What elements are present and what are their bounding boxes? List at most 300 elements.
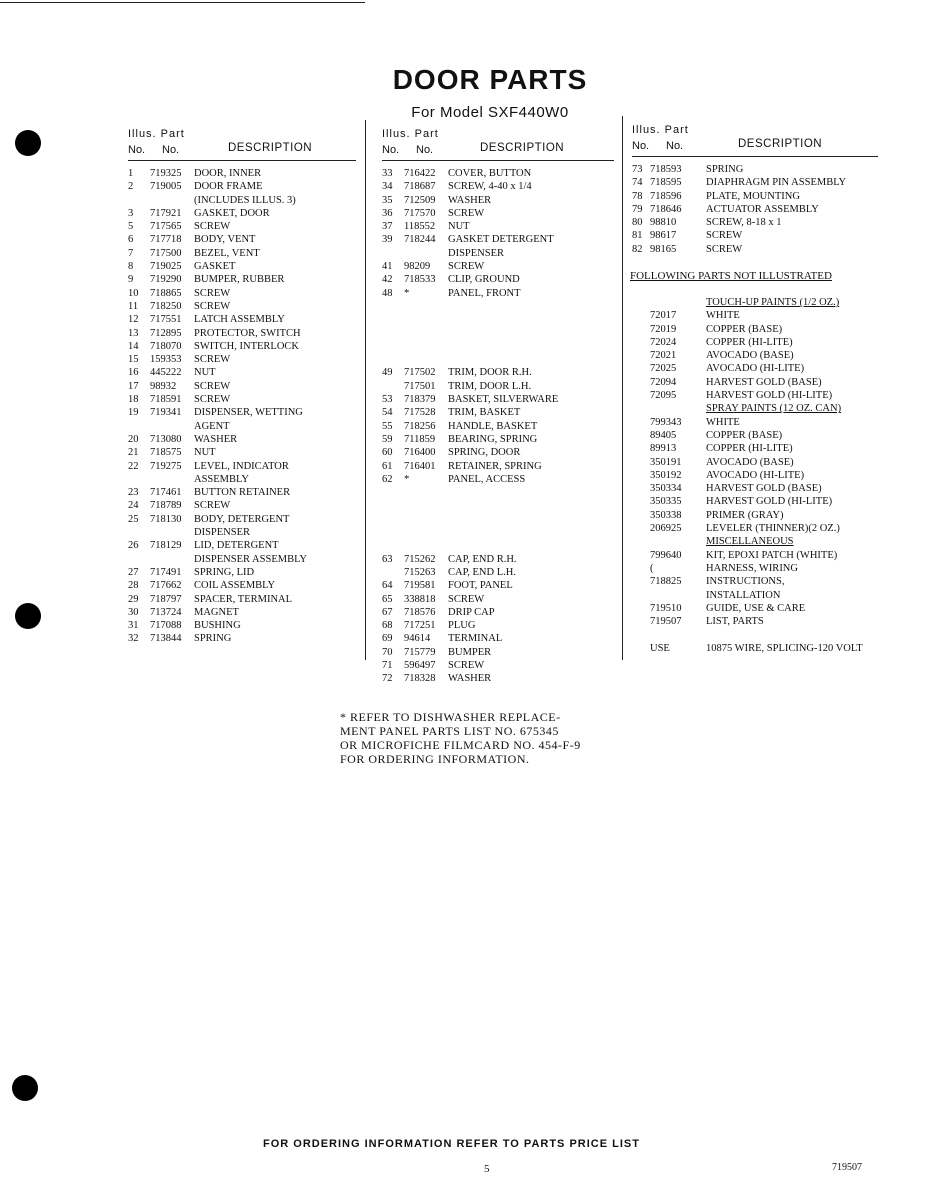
part-description: SPRAY PAINTS (12 OZ. CAN)	[706, 403, 842, 415]
part-row	[382, 446, 614, 459]
part-row	[128, 313, 356, 326]
header-description: DESCRIPTION	[480, 142, 565, 154]
part-row	[632, 642, 882, 655]
illus-number: 70	[382, 646, 393, 658]
part-row	[382, 619, 614, 632]
part-description: SCREW	[706, 243, 743, 255]
part-description: MISCELLANEOUS	[706, 536, 794, 548]
part-description: AVOCADO (HI-LITE)	[706, 469, 805, 481]
part-number: 89405	[650, 429, 677, 441]
part-number: 98209	[404, 261, 431, 273]
part-description: LEVELER (THINNER)(2 OZ.)	[706, 523, 840, 535]
illus-number: 65	[382, 593, 393, 605]
part-row	[632, 589, 882, 602]
header-part-no: No.	[666, 140, 684, 152]
illus-number: 9	[128, 274, 134, 286]
part-description: KIT, EPOXI PATCH (WHITE)	[706, 549, 838, 561]
part-row	[382, 460, 614, 473]
illus-number: 16	[128, 367, 139, 379]
parts-column-3	[632, 122, 878, 256]
part-description: WASHER	[448, 194, 492, 206]
header-illus-no: No.	[382, 144, 400, 156]
part-number: 338818	[404, 593, 436, 605]
part-number: 716422	[404, 168, 436, 179]
part-description: COPPER (HI-LITE)	[706, 336, 793, 348]
part-number: 98617	[650, 230, 677, 242]
part-number: 717528	[404, 407, 436, 419]
part-number: 118552	[404, 221, 436, 233]
part-row	[632, 229, 878, 242]
illus-number: 61	[382, 460, 393, 472]
part-row	[382, 353, 614, 366]
illus-number: 80	[632, 217, 643, 229]
part-description: WHITE	[706, 416, 740, 428]
illus-number: 48	[382, 287, 393, 299]
illus-number: 41	[382, 261, 393, 273]
part-row	[632, 176, 878, 189]
part-number: 713724	[150, 606, 182, 618]
part-row	[128, 553, 356, 566]
illus-number: 34	[382, 181, 393, 193]
page-number: 5	[484, 1163, 490, 1175]
illus-number: 62	[382, 473, 393, 485]
illus-number: 27	[128, 566, 139, 578]
part-description: BASKET, SILVERWARE	[448, 394, 559, 406]
part-row	[382, 606, 614, 619]
part-number: 350192	[650, 469, 682, 481]
illus-number: 37	[382, 221, 393, 233]
part-row	[382, 420, 614, 433]
part-description: PRIMER (GRAY)	[706, 509, 784, 521]
part-row	[632, 416, 882, 429]
part-row	[128, 513, 356, 526]
part-description: HARVEST GOLD (HI-LITE)	[706, 496, 833, 508]
illus-number: 79	[632, 203, 643, 215]
header-description: DESCRIPTION	[738, 138, 823, 150]
part-number: 715263	[404, 566, 436, 578]
parts-list	[382, 167, 614, 686]
part-row	[632, 549, 882, 562]
part-number: 717501	[404, 380, 436, 392]
part-row	[382, 406, 614, 419]
part-description: DIAPHRAGM PIN ASSEMBLY	[706, 177, 847, 189]
part-row	[382, 366, 614, 379]
part-row	[128, 327, 356, 340]
parts-column-2	[382, 126, 614, 686]
part-number: 715262	[404, 553, 436, 565]
part-row	[128, 207, 356, 220]
part-description: SCREW	[194, 287, 231, 299]
part-description: AVOCADO (BASE)	[706, 456, 794, 468]
part-row	[128, 473, 356, 486]
part-row	[128, 380, 356, 393]
illus-number: 20	[128, 433, 139, 445]
part-number: 98165	[650, 243, 677, 255]
part-number: 717570	[404, 207, 436, 219]
part-description: WASHER	[194, 433, 238, 445]
header-illus-no: No.	[128, 144, 146, 156]
illus-number: 39	[382, 234, 393, 246]
part-number: 717491	[150, 566, 182, 578]
part-row	[128, 606, 356, 619]
part-description: SCREW	[194, 380, 231, 392]
part-row	[382, 247, 614, 260]
part-row	[632, 349, 882, 362]
part-number: 719510	[650, 602, 682, 614]
part-description: SCREW	[194, 300, 231, 312]
illus-number: 55	[382, 420, 393, 432]
footnote-line: FOR ORDERING INFORMATION.	[340, 752, 530, 766]
part-row	[382, 273, 614, 286]
part-row	[632, 323, 882, 336]
part-description: SPRING, DOOR	[448, 447, 521, 459]
ordering-footer: FOR ORDERING INFORMATION REFER TO PARTS PRICE LIST	[263, 1138, 640, 1150]
part-description: PROTECTOR, SWITCH	[194, 327, 301, 339]
illus-number: 36	[382, 207, 393, 219]
part-number: 72021	[650, 350, 677, 362]
part-number: 98810	[650, 217, 677, 229]
part-description: SPRING	[194, 633, 232, 645]
part-number: 715779	[404, 646, 436, 658]
part-row	[382, 260, 614, 273]
part-row	[382, 672, 614, 685]
part-row	[382, 632, 614, 645]
part-row	[632, 389, 882, 402]
part-row	[128, 260, 356, 273]
illus-number: 8	[128, 261, 134, 273]
part-description: BUMPER	[448, 646, 492, 658]
part-row	[382, 180, 614, 193]
illus-number: 59	[382, 433, 393, 445]
part-row	[128, 579, 356, 592]
part-description: BODY, DETERGENT	[194, 513, 290, 525]
part-number: 718575	[150, 447, 182, 459]
part-number: 717551	[150, 314, 182, 326]
part-row	[128, 460, 356, 473]
part-row	[128, 194, 356, 207]
part-number: 350335	[650, 496, 682, 508]
part-description: BUSHING	[194, 620, 241, 632]
part-row	[128, 287, 356, 300]
part-row	[632, 562, 882, 575]
part-description: CAP, END R.H.	[448, 553, 517, 565]
part-description: LEVEL, INDICATOR	[194, 460, 289, 472]
binder-hole-bottom	[12, 1075, 38, 1101]
illus-number: 12	[128, 314, 139, 326]
part-row	[128, 619, 356, 632]
part-number: 719507	[650, 616, 682, 628]
part-description: NUT	[194, 447, 216, 459]
illus-number: 63	[382, 553, 393, 565]
illus-number: 32	[128, 633, 139, 645]
part-number: 72095	[650, 390, 677, 402]
part-number: 159353	[150, 354, 182, 366]
part-description: HARVEST GOLD (BASE)	[706, 376, 822, 388]
part-description: GASKET	[194, 261, 236, 273]
part-row	[128, 393, 356, 406]
part-description: SCREW	[448, 207, 485, 219]
part-row	[632, 376, 882, 389]
part-number: 206925	[650, 523, 682, 535]
part-row	[632, 296, 882, 309]
part-row	[128, 539, 356, 552]
part-number: 596497	[404, 659, 436, 671]
part-row	[128, 300, 356, 313]
part-number: 718070	[150, 340, 182, 352]
part-number: 711859	[404, 433, 436, 445]
part-description: DISPENSER, WETTING	[194, 407, 303, 419]
part-number: 72025	[650, 363, 677, 375]
part-row	[128, 233, 356, 246]
part-row	[128, 247, 356, 260]
part-description: CAP, END L.H.	[448, 566, 516, 578]
part-description: SCREW, 8-18 x 1	[706, 217, 782, 229]
illus-number: 28	[128, 580, 139, 592]
illus-number: 81	[632, 230, 643, 242]
part-row	[382, 233, 614, 246]
illus-number: 30	[128, 606, 139, 618]
part-description: DRIP CAP	[448, 606, 495, 618]
column-divider	[365, 120, 366, 660]
part-number: (	[650, 562, 654, 574]
illus-number: 64	[382, 580, 393, 592]
part-number: 719275	[150, 460, 182, 472]
illus-number: 35	[382, 194, 393, 206]
part-description: DOOR FRAME	[194, 181, 263, 193]
part-description: (INCLUDES ILLUS. 3)	[194, 194, 296, 206]
binder-hole-middle	[15, 603, 41, 629]
part-description: AVOCADO (HI-LITE)	[706, 363, 805, 375]
part-number: 717565	[150, 221, 182, 233]
part-number: 718595	[650, 177, 682, 189]
part-number: 72017	[650, 310, 677, 322]
illus-number: 23	[128, 487, 139, 499]
header-illus-part: Illus. Part	[382, 128, 439, 140]
part-number: *	[404, 473, 410, 485]
part-number: 799343	[650, 416, 682, 428]
part-description: WASHER	[448, 673, 492, 685]
part-row	[632, 336, 882, 349]
illus-number: 15	[128, 354, 139, 366]
part-row	[128, 180, 356, 193]
part-number: *	[404, 287, 410, 299]
illus-number: 2	[128, 181, 134, 193]
part-description: BEARING, SPRING	[448, 433, 538, 445]
part-row	[128, 340, 356, 353]
part-row	[382, 287, 614, 300]
part-description: SCREW	[194, 394, 231, 406]
part-row	[128, 632, 356, 645]
part-number: 719290	[150, 274, 182, 286]
part-row	[382, 340, 614, 353]
header-illus-part: Illus. Part	[128, 128, 185, 140]
part-description: NUT	[448, 221, 470, 233]
part-description: TOUCH-UP PAINTS (1/2 OZ.)	[706, 297, 840, 308]
column-divider	[622, 116, 623, 660]
part-row	[632, 602, 882, 615]
part-row	[632, 402, 882, 415]
illus-number: 18	[128, 394, 139, 406]
illus-number: 60	[382, 447, 393, 459]
binder-hole-top	[15, 130, 41, 156]
part-description: SCREW	[706, 230, 743, 242]
part-description: PLATE, MOUNTING	[706, 190, 800, 202]
part-description: WHITE	[706, 310, 740, 322]
part-row	[632, 575, 882, 588]
part-description: COVER, BUTTON	[448, 168, 532, 179]
part-number: 718591	[150, 394, 182, 406]
part-number: 718789	[150, 500, 182, 512]
illus-number: 71	[382, 659, 393, 671]
part-description: HARVEST GOLD (HI-LITE)	[706, 390, 833, 402]
part-row	[128, 446, 356, 459]
part-row	[128, 167, 356, 180]
header-description: DESCRIPTION	[228, 142, 313, 154]
illus-number: 29	[128, 593, 139, 605]
footnote-line: * REFER TO DISHWASHER REPLACE-	[340, 710, 561, 724]
part-number: USE	[650, 642, 670, 654]
part-description: TRIM, DOOR R.H.	[448, 367, 532, 379]
illus-number: 21	[128, 447, 139, 459]
part-row	[128, 420, 356, 433]
part-number: 717461	[150, 487, 182, 499]
part-number: 719341	[150, 407, 182, 419]
part-row	[632, 216, 878, 229]
part-number: 718533	[404, 274, 436, 286]
part-row	[382, 579, 614, 592]
part-description: TERMINAL	[448, 633, 503, 645]
part-number: 94614	[404, 633, 431, 645]
illus-number: 49	[382, 367, 393, 379]
part-row	[632, 442, 882, 455]
illus-number: 33	[382, 168, 393, 179]
part-row	[632, 429, 882, 442]
part-number: 72094	[650, 376, 677, 388]
part-row	[382, 526, 614, 539]
part-row	[382, 207, 614, 220]
illus-number: 19	[128, 407, 139, 419]
illus-number: 11	[128, 300, 139, 312]
part-number: 717500	[150, 247, 182, 259]
part-number: 717251	[404, 620, 436, 632]
part-number: 719325	[150, 168, 182, 179]
part-row	[632, 495, 882, 508]
part-description: DISPENSER	[194, 527, 251, 539]
page-title: DOOR PARTS	[392, 64, 588, 95]
part-row	[128, 486, 356, 499]
part-description: SCREW	[194, 500, 231, 512]
part-row	[632, 469, 882, 482]
part-description: HARNESS, WIRING	[706, 562, 798, 574]
part-description: MAGNET	[194, 606, 239, 618]
part-description: COIL ASSEMBLY	[194, 580, 276, 592]
illus-number: 54	[382, 407, 393, 419]
header-illus-part: Illus. Part	[632, 124, 689, 136]
illus-number: 69	[382, 633, 393, 645]
part-number: 72024	[650, 336, 677, 348]
parts-list	[632, 163, 878, 256]
part-row	[382, 380, 614, 393]
part-row	[382, 433, 614, 446]
illus-number: 1	[128, 168, 134, 179]
column-header	[382, 126, 614, 161]
part-number: 718256	[404, 420, 436, 432]
part-row	[382, 593, 614, 606]
part-number: 718130	[150, 513, 182, 525]
part-description: HARVEST GOLD (BASE)	[706, 483, 822, 495]
illus-number: 82	[632, 243, 643, 255]
part-row	[382, 313, 614, 326]
part-description: TRIM, BASKET	[448, 407, 521, 419]
part-number: 712895	[150, 327, 182, 339]
illus-number: 25	[128, 513, 139, 525]
part-number: 718250	[150, 300, 182, 312]
part-row	[128, 220, 356, 233]
part-number: 718129	[150, 540, 182, 552]
illus-number: 53	[382, 394, 393, 406]
illus-number: 13	[128, 327, 139, 339]
part-number: 89913	[650, 443, 677, 455]
part-description: RETAINER, SPRING	[448, 460, 542, 472]
part-row	[632, 163, 878, 176]
part-description: LID, DETERGENT	[194, 540, 279, 552]
part-number: 350334	[650, 483, 682, 495]
part-row	[382, 486, 614, 499]
part-number: 445222	[150, 367, 182, 379]
part-row	[382, 393, 614, 406]
part-number: 718865	[150, 287, 182, 299]
not-illustrated-heading: FOLLOWING PARTS NOT ILLUSTRATED	[630, 270, 832, 282]
part-row	[128, 406, 356, 419]
part-row	[128, 499, 356, 512]
illus-number: 67	[382, 606, 393, 618]
part-number: 718244	[404, 234, 436, 246]
illus-number: 5	[128, 221, 134, 233]
part-description: 10875 WIRE, SPLICING-120 VOLT	[706, 642, 863, 654]
part-description: ASSEMBLY	[194, 473, 249, 485]
part-number: 716401	[404, 460, 436, 472]
part-description: BODY, VENT	[194, 234, 256, 246]
part-number: 718797	[150, 593, 182, 605]
illus-number: 31	[128, 620, 139, 632]
part-row	[382, 566, 614, 579]
part-number: 718825	[650, 576, 682, 588]
part-description: INSTALLATION	[706, 589, 781, 601]
part-description: AVOCADO (BASE)	[706, 350, 794, 362]
page-code: 719507	[832, 1162, 862, 1173]
illus-number: 72	[382, 673, 393, 685]
part-description: BEZEL, VENT	[194, 247, 260, 259]
part-description: SCREW	[194, 221, 231, 233]
part-number: 719025	[150, 261, 182, 273]
part-number: 718646	[650, 203, 682, 215]
part-description: PLUG	[448, 620, 476, 632]
part-row	[632, 615, 882, 628]
part-description: BUTTON RETAINER	[194, 487, 291, 499]
part-row	[632, 456, 882, 469]
part-description: FOOT, PANEL	[448, 580, 513, 592]
part-row	[632, 203, 878, 216]
part-description: INSTRUCTIONS,	[706, 576, 785, 588]
part-description: SPACER, TERMINAL	[194, 593, 293, 605]
part-row	[382, 473, 614, 486]
part-row	[382, 539, 614, 552]
part-description: SCREW	[448, 261, 485, 273]
part-number: 718379	[404, 394, 436, 406]
part-row	[128, 566, 356, 579]
part-description: SWITCH, INTERLOCK	[194, 340, 299, 352]
part-description: SCREW	[448, 593, 485, 605]
